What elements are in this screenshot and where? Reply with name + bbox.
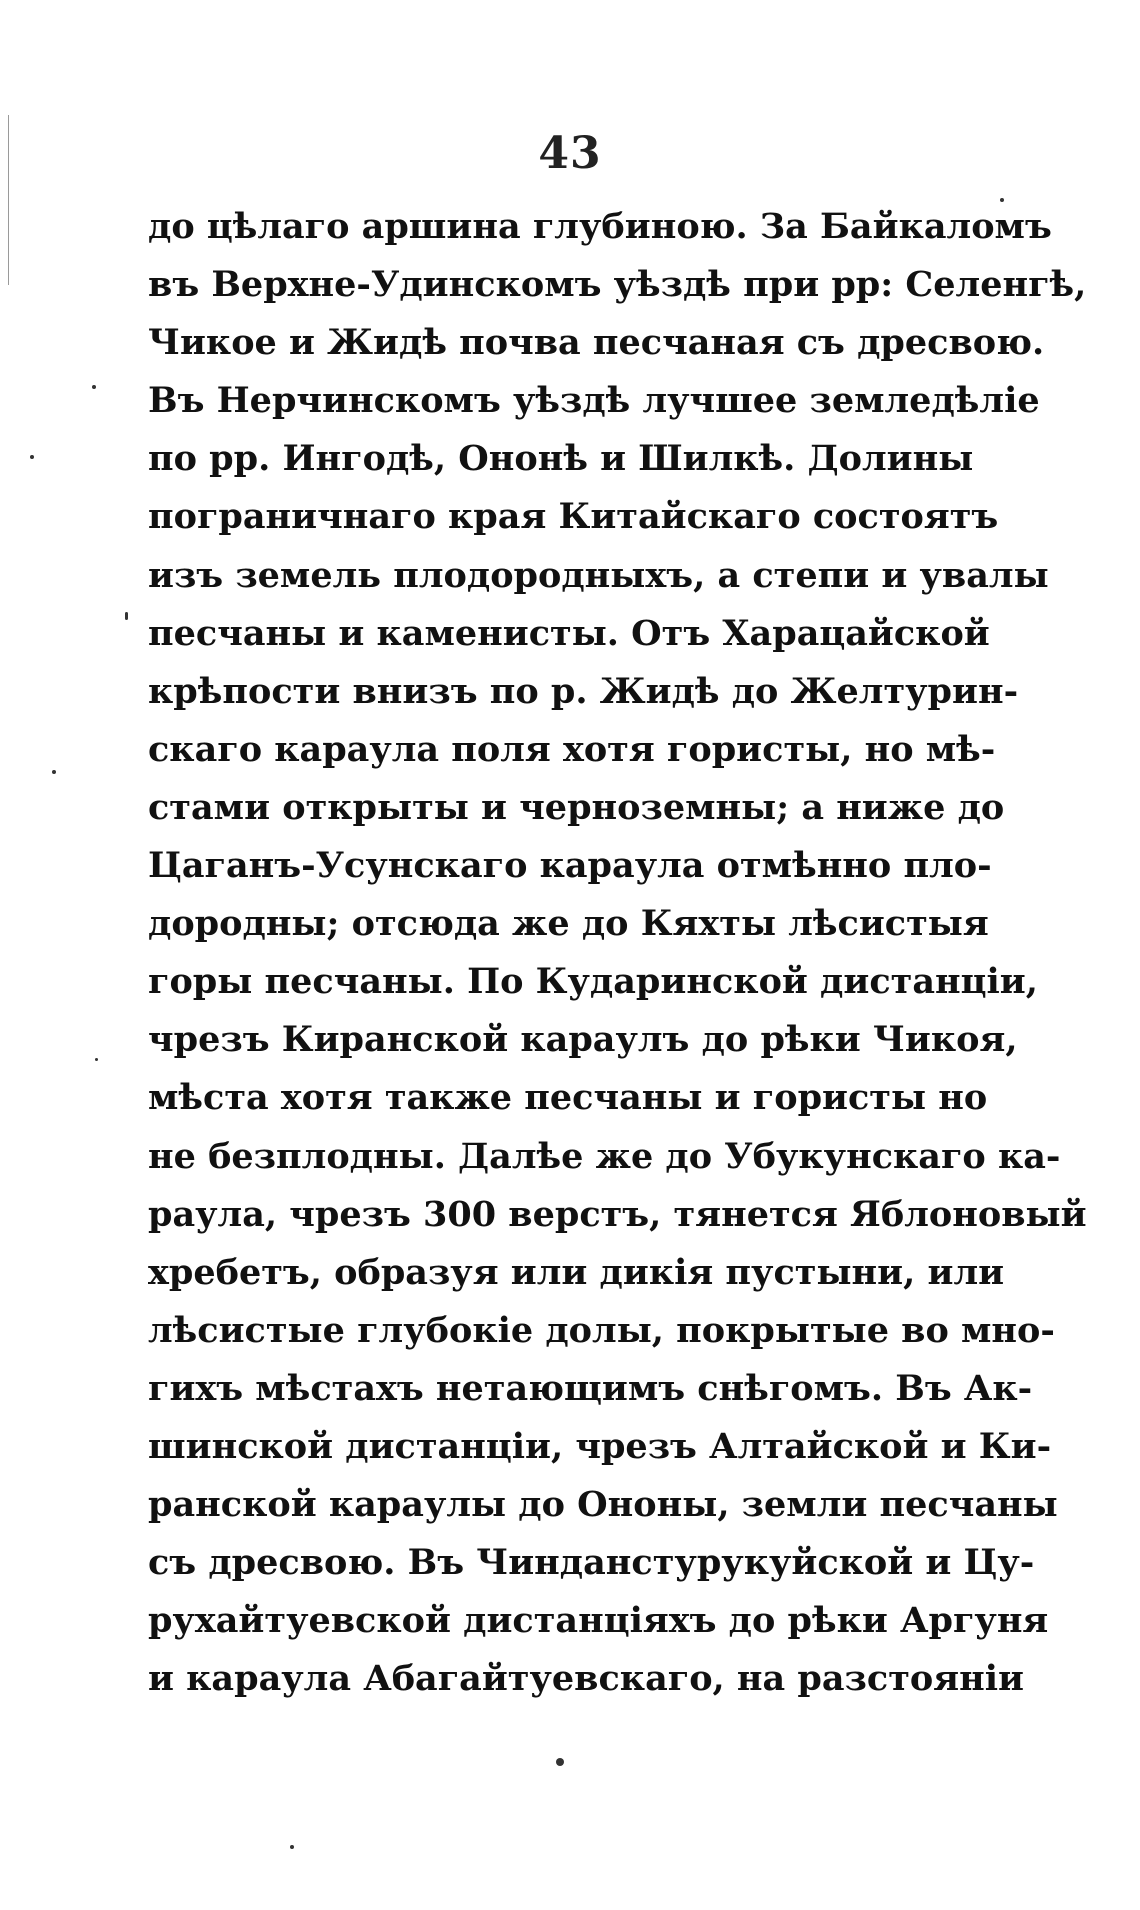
scan-speck: [92, 385, 96, 389]
text-line: и караула Абагайтуевскаго, на разстояніи: [148, 1658, 1024, 1700]
text-line: изъ земель плодородныхъ, а степи и увалы: [148, 554, 1049, 596]
text-line: шинской дистанціи, чрезъ Алтайской и Ки-: [148, 1425, 1052, 1467]
text-line: раула, чрезъ 300 верстъ, тянется Яблоновый: [148, 1193, 1087, 1235]
text-line: до цѣлаго аршина глубиною. За Байкаломъ: [148, 206, 1052, 247]
text-line: пограничнаго края Китайскаго состоятъ: [148, 496, 999, 538]
text-line: не безплодны. Далѣе же до Убукунскаго ка-: [148, 1135, 1061, 1177]
text-line: мѣста хотя также песчаны и гористы но: [148, 1077, 988, 1119]
text-line: гихъ мѣстахъ нетающимъ снѣгомъ. Въ Ак-: [148, 1367, 1033, 1409]
scan-speck: [290, 1845, 294, 1849]
body-text: [148, 198, 1087, 1708]
text-line: песчаны и каменисты. Отъ Харацайской: [148, 612, 990, 654]
text-line: дородны; отсюда же до Кяхты лѣсистыя: [148, 903, 989, 945]
text-line: крѣпости внизъ по р. Жидѣ до Желтурин-: [148, 670, 1019, 712]
text-line: Цаганъ-Усунскаго караула отмѣнно пло-: [148, 845, 992, 887]
text-line: ранской караулы до Ононы, земли песчаны: [148, 1484, 1058, 1526]
text-line: лѣсистые глубокіе долы, покрытые во мно-: [148, 1309, 1055, 1351]
scan-speck: [52, 770, 56, 774]
scan-speck: [95, 1058, 98, 1061]
text-line: съ дресвою. Въ Чинданстурукуйской и Цу-: [148, 1542, 1035, 1584]
text-line: Въ Нерчинскомъ уѣздѣ лучшее земледѣліе: [148, 380, 1040, 422]
text-line: въ Верхне-Удинскомъ уѣздѣ при рр: Селенгѣ,: [148, 264, 1087, 306]
text-line: скаго караула поля хотя гористы, но мѣ-: [148, 728, 996, 770]
text-line: горы песчаны. По Кударинской дистанціи,: [148, 961, 1038, 1003]
text-line: чрезъ Киранской караулъ до рѣки Чикоя,: [148, 1019, 1018, 1061]
text-line: рухайтуевской дистанціяхъ до рѣки Аргуня: [148, 1600, 1049, 1642]
scan-speck: [1000, 198, 1004, 202]
text-line: Чикое и Жидѣ почва песчаная съ дресвою.: [148, 322, 1045, 364]
text-line: по рр. Ингодѣ, Ононѣ и Шилкѣ. Долины: [148, 438, 974, 480]
scan-speck: [30, 455, 34, 459]
page-number: 43: [538, 128, 602, 179]
text-line: стами открыты и черноземны; а ниже до: [148, 786, 1005, 828]
text-line: хребетъ, образуя или дикія пустыни, или: [148, 1251, 1005, 1293]
scan-speck: [125, 612, 128, 620]
scan-speck: [556, 1758, 564, 1766]
